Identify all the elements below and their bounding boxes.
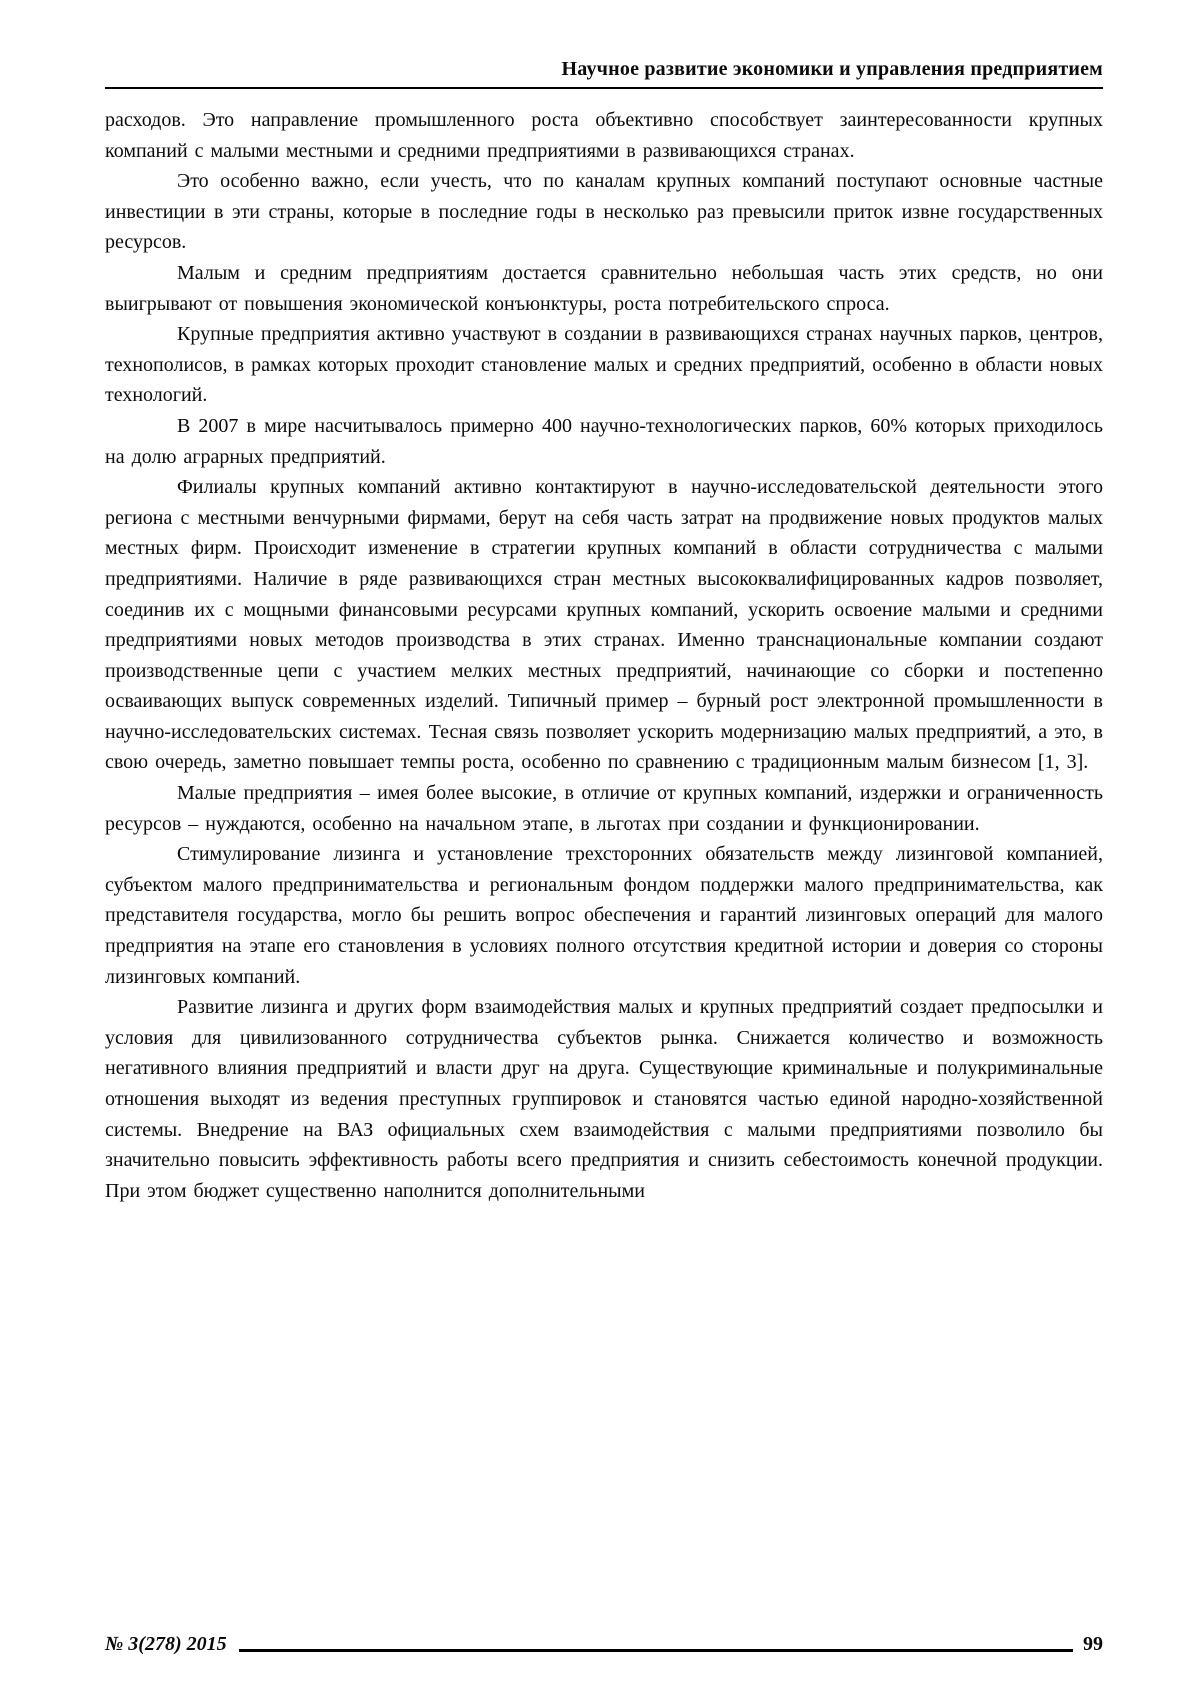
body-paragraph: Развитие лизинга и других форм взаимодействия малых и крупных предприятий создает предпосылки и условия для цивилизованного сотрудничества субъектов рынка. Снижается количество и возможность негативного влияния предприятий и власти друг на друга. Существующие криминальные и полукриминальные отношения выходят из ведения преступных группировок и становятся частью единой народно-хозяйственной системы. Внедрение на ВАЗ официальных схем взаимодействия с малыми предприятиями позволило бы значительно повысить эффективность работы всего предприятия и снизить себестоимость конечной продукции. При этом бюджет существенно наполнится дополнительными — [105, 996, 1103, 1202]
page-header — [105, 58, 1103, 89]
page-footer — [105, 1633, 1103, 1656]
running-head-title: Научное развитие экономики и управления предприятием — [561, 58, 1103, 80]
page-number: 99 — [1083, 1633, 1103, 1655]
article-body — [105, 105, 1103, 1206]
footer-rule — [239, 1648, 1073, 1652]
body-paragraph: Малым и средним предприятиям достается сравнительно небольшая часть этих средств, но они выигрывают от повышения экономической конъюнктуры, роста потребительского спроса. — [105, 261, 1103, 315]
body-paragraph: Малые предприятия – имея более высокие, в отличие от крупных компаний, издержки и ограниченность ресурсов – нуждаются, особенно на начальном этапе, в льготах при создании и функционировании. — [105, 782, 1103, 835]
body-paragraph: В 2007 в мире насчитывалось примерно 400 научно-технологических парков, 60% которых приходилось на долю аграрных предприятий. — [105, 414, 1103, 468]
body-paragraph: Крупные предприятия активно участвуют в создании в развивающихся странах научных парков, центров, технополисов, в рамках которых проходит становление малых и средних предприятий, особенно в области новых технологий. — [105, 323, 1103, 407]
content-column — [105, 58, 1103, 1206]
body-paragraph: Это особенно важно, если учесть, что по каналам крупных компаний поступают основные частные инвестиции в эти страны, которые в последние годы в несколько раз превысили приток извне государственных ресурсов. — [105, 170, 1103, 254]
body-paragraph: Стимулирование лизинга и установление трехсторонних обязательств между лизинговой компанией, субъектом малого предпринимательства и региональным фондом поддержки малого предпринимательства, как представителя государства, могло бы решить вопрос обеспечения и гарантий лизинговых операций для малого предприятия на этапе его становления в условиях полного отсутствия кредитной истории и доверия со стороны лизинговых компаний. — [105, 843, 1103, 988]
journal-issue: № 3(278) 2015 — [105, 1633, 227, 1655]
body-paragraph: расходов. Это направление промышленного роста объективно способствует заинтересованности крупных компаний с малыми местными и средними предприятиями в развивающихся странах. — [105, 109, 1103, 162]
body-paragraph: Филиалы крупных компаний активно контактируют в научно-исследовательской деятельности этого региона с местными венчурными фирмами, берут на себя часть затрат на продвижение новых продуктов малых местных фирм. Происходит изменение в стратегии крупных компаний в области сотрудничества с малыми предприятиями. Наличие в ряде развивающихся стран местных высококвалифицированных кадров позволяет, соединив их с мощными финансовыми ресурсами крупных компаний, ускорить освоение малыми и средними предприятиями новых методов производства в этих странах. Именно транснациональные компании создают производственные цепи с участием мелких местных предприятий, начинающие со сборки и постепенно осваивающих выпуск современных изделий. Типичный пример – бурный рост электронной промышленности в научно-исследовательских системах. Тесная связь позволяет ускорить модернизацию малых предприятий, а это, в свою очередь, заметно повышает темпы роста, особенно по сравнению с традиционным малым бизнесом [1, 3]. — [105, 476, 1103, 774]
